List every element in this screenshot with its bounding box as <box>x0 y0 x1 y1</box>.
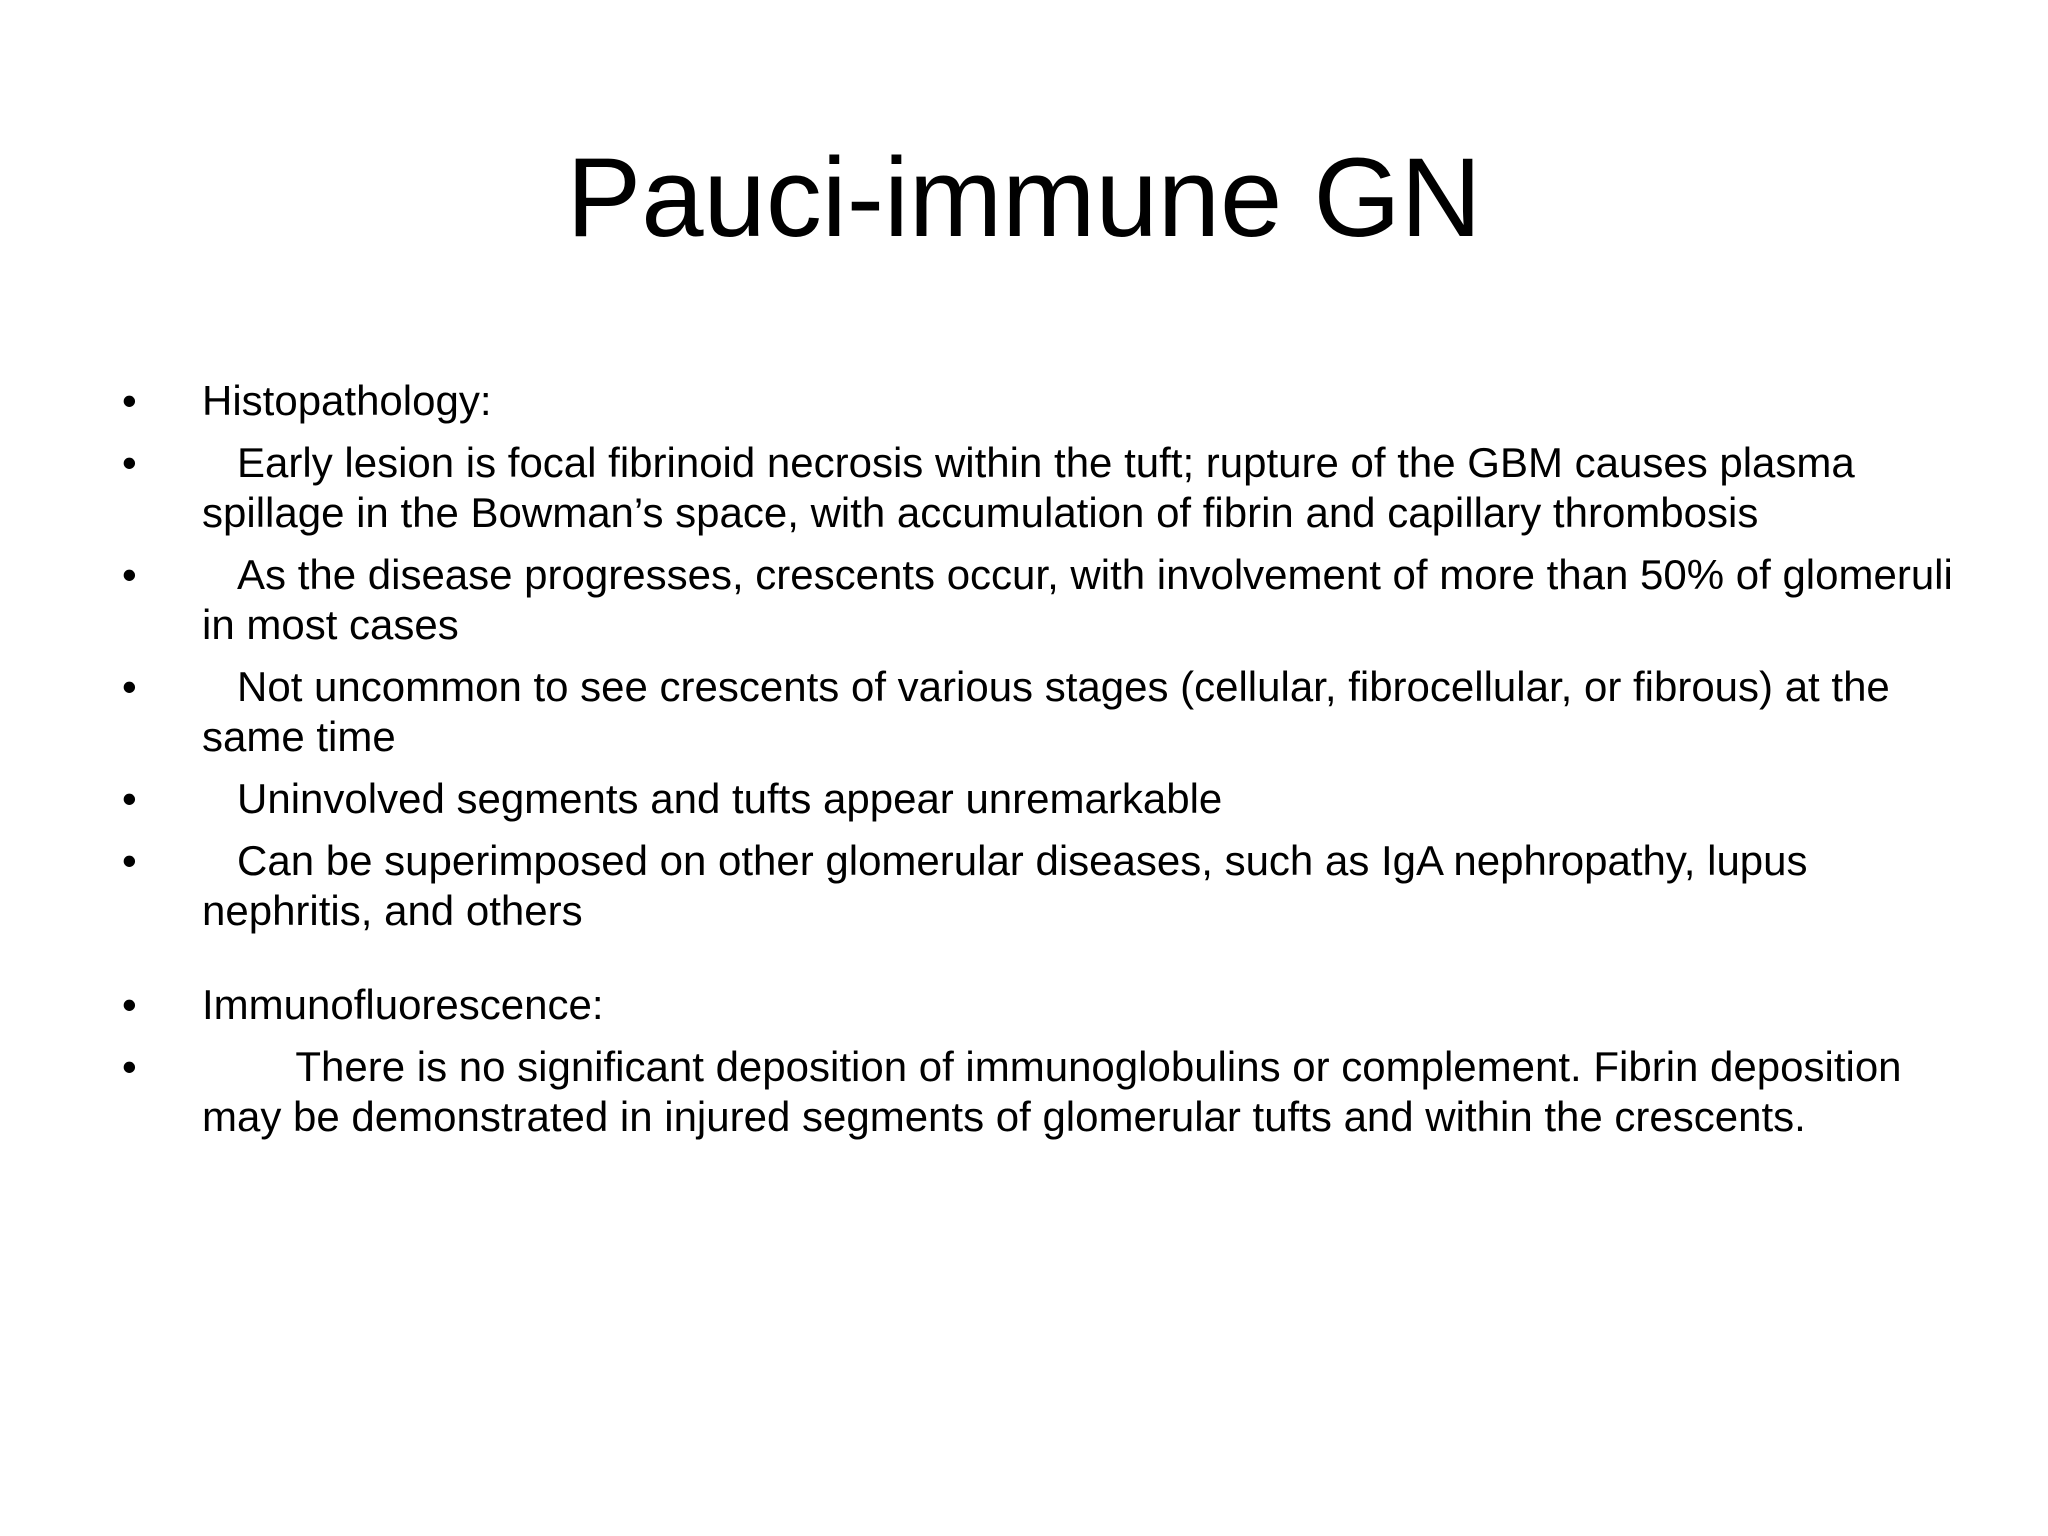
bullet-icon: • <box>122 377 137 424</box>
bullet-icon: • <box>122 551 137 598</box>
slide-title: Pauci-immune GN <box>566 135 1482 260</box>
bullet-icon: • <box>122 663 137 710</box>
bullet-text: Early lesion is focal fibrinoid necrosis within the tuft; rupture of the GBM causes plasma spillage in the Bowman’s space, with accumulation of fibrin and capillary thrombosis <box>202 439 1867 536</box>
bullet-item-no-deposition <box>0 1042 2048 1142</box>
bullet-list <box>0 376 2048 1154</box>
bullet-text: Immunofluorescence: <box>202 981 604 1028</box>
bullet-item-superimposed <box>0 836 2048 936</box>
bullet-icon: • <box>122 981 137 1028</box>
bullet-text: As the disease progresses, crescents occur, with involvement of more than 50% of glomeruli in most cases <box>202 551 1965 648</box>
bullet-icon: • <box>122 837 137 884</box>
bullet-item-uninvolved-segments <box>0 774 2048 824</box>
bullet-text: Histopathology: <box>202 377 492 424</box>
bullet-text: Not uncommon to see crescents of various stages (cellular, fibrocellular, or fibrous) at the same time <box>202 663 1902 760</box>
bullet-item-early-lesion <box>0 438 2048 538</box>
bullet-icon: • <box>122 439 137 486</box>
bullet-item-crescents <box>0 550 2048 650</box>
bullet-icon: • <box>122 775 137 822</box>
bullet-icon: • <box>122 1043 137 1090</box>
bullet-item-immunofluorescence <box>0 980 2048 1030</box>
bullet-text: Uninvolved segments and tufts appear unremarkable <box>202 775 1223 822</box>
bullet-text: There is no significant deposition of immunoglobulins or complement. Fibrin deposition may be demonstrated in injured segments of glomerular tufts and within the crescents. <box>202 1043 1914 1140</box>
bullet-item-crescent-stages <box>0 662 2048 762</box>
bullet-item-histopathology <box>0 376 2048 426</box>
bullet-text: Can be superimposed on other glomerular diseases, such as IgA nephropathy, lupus nephritis, and others <box>202 837 1820 934</box>
